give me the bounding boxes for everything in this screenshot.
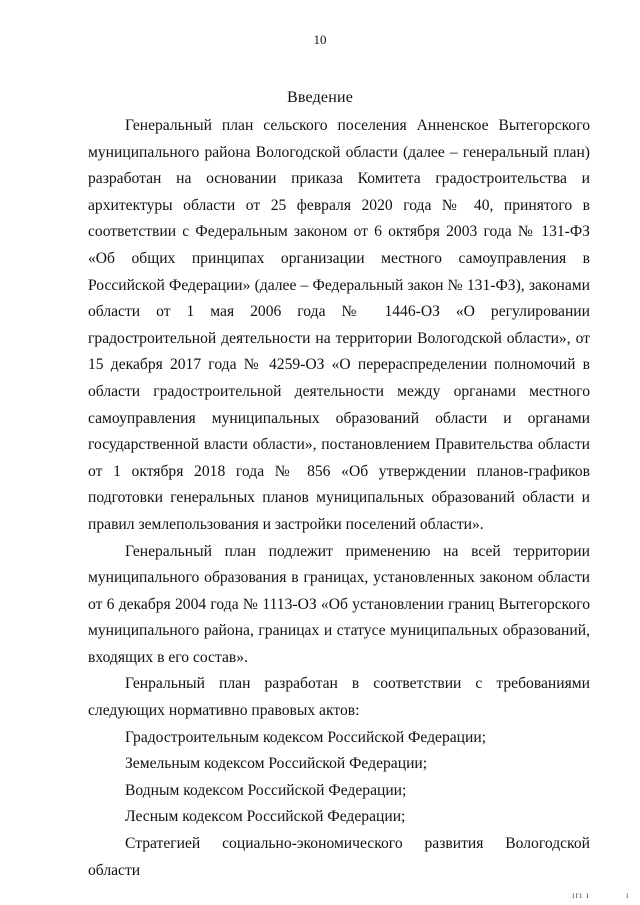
paragraph-2: Генеральный план подлежит применению на всей территории муниципального образования в границах, установленных законом области от 6 декабря 2004 года № 1113-ОЗ «Об установлении границ Вытегорского муниципального района, границах и статусе муниципальных образований, входящих в его состав». (88, 542, 590, 666)
list-item-3: Водным кодексом Российской Федерации; (125, 781, 407, 799)
list-item-1: Градостроительным кодексом Российской Федерации; (125, 728, 487, 746)
paragraph-3: Генральный план разработан в соответствии с требованиями следующих нормативно правовых актов: (88, 675, 590, 720)
scan-mark: ırı ı (572, 890, 590, 900)
list-item-4: Лесным кодексом Российской Федерации; (125, 808, 406, 826)
paragraph-1: Генеральный план сельского поселения Анненское Вытегорского муниципального района Вологодской области (далее – генеральный план) разработан на основании приказа Комитета градостроительства и архитектуры области от 25 февраля 2020 года № 40, принятого в соответствии с Федеральным законом от 6 октября 2003 года № 131-ФЗ «Об общих принципах организации местного самоуправления в Российской Федерации» (далее – Федеральный закон № 131-ФЗ), законами области от 1 мая 2006 года № 1446-ОЗ «О регулировании градостроительной деятельности на территории Вологодской области», от 15 декабря 2017 года № 4259-ОЗ «О перераспределении полномочий в области градостроительной деятельности между органами местного самоуправления муниципальных образований области и органами государственной власти области», постановлением Правительства области от 1 октября 2018 года № 856 «Об утверждении планов-графиков подготовки генеральных планов муниципальных образований области и правил землепользования и застройки поселений области». (88, 117, 590, 533)
section-heading: Введение (286, 89, 354, 106)
scan-mark-edge: ı (626, 890, 629, 900)
page-number: 10 (313, 32, 327, 47)
list-item-2: Земельным кодексом Российской Федерации; (125, 755, 428, 773)
body-text (88, 113, 590, 884)
list-item-5: Стратегией социально-экономического развития Вологодской области (88, 835, 590, 879)
